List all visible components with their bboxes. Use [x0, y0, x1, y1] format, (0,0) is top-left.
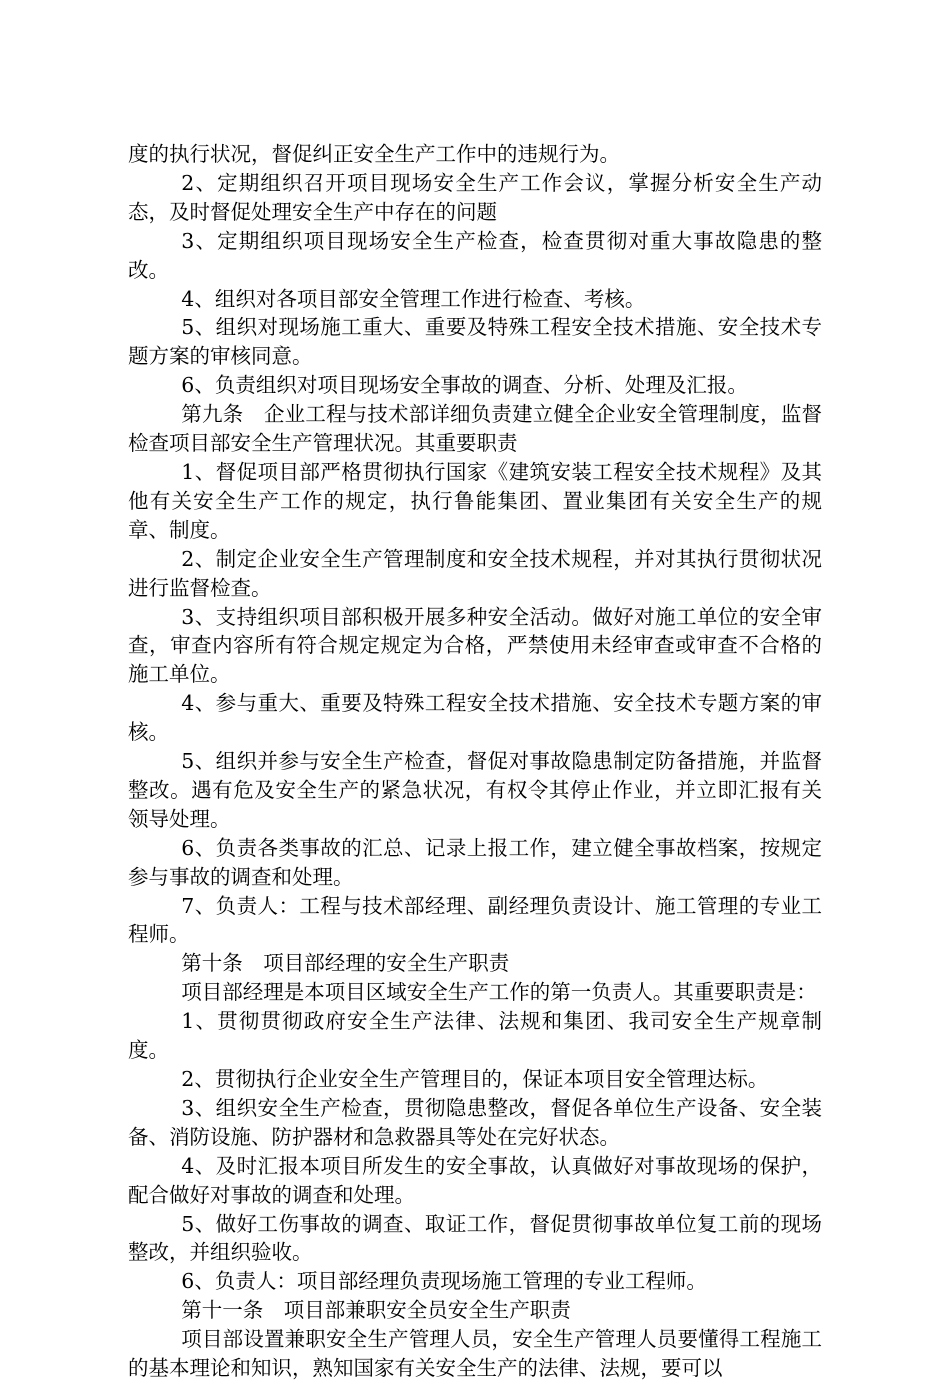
paragraph: 6、负责组织对项目现场安全事故的调查、分析、处理及汇报。: [181, 373, 748, 398]
article-heading: 第九条 企业工程与技术部详细负责建立健全企业安全管理制度，监督检查项目部安全生产管理状况。其重要职责: [128, 402, 822, 456]
paragraph: 1、贯彻贯彻政府安全生产法律、法规和集团、我司安全生产规章制度。: [128, 1009, 822, 1063]
paragraph: 5、做好工伤事故的调查、取证工作，督促贯彻事故单位复工前的现场整改，并组织验收。: [128, 1211, 822, 1265]
paragraph: 项目部经理是本项目区域安全生产工作的第一负责人。其重要职责是：: [181, 980, 817, 1005]
paragraph: 4、组织对各项目部安全管理工作进行检查、考核。: [181, 286, 646, 311]
paragraph: 5、组织并参与安全生产检查，督促对事故隐患制定防备措施，并监督整改。遇有危及安全生产的紧急状况，有权令其停止作业，并立即汇报有关领导处理。: [128, 749, 822, 831]
paragraph: 6、负责人：项目部经理负责现场施工管理的专业工程师。: [181, 1269, 707, 1294]
document-body: [128, 140, 822, 1383]
paragraph: 4、及时汇报本项目所发生的安全事故，认真做好对事故现场的保护，配合做好对事故的调查和处理。: [128, 1153, 822, 1207]
paragraph: 3、组织安全生产检查，贯彻隐患整改，督促各单位生产设备、安全装备、消防设施、防护器材和急救器具等处在完好状态。: [128, 1095, 822, 1149]
paragraph: 6、负责各类事故的汇总、记录上报工作，建立健全事故档案，按规定参与事故的调查和处理。: [128, 835, 822, 889]
paragraph: 项目部设置兼职安全生产管理人员，安全生产管理人员要懂得工程施工的基本理论和知识，熟知国家有关安全生产的法律、法规，要可以: [128, 1327, 822, 1381]
paragraph: 3、支持组织项目部积极开展多种安全活动。做好对施工单位的安全审查，审查内容所有符合规定规定为合格，严禁使用未经审查或审查不合格的施工单位。: [128, 604, 822, 687]
paragraph: 1、督促项目部严格贯彻执行国家《建筑安装工程安全技术规程》及其他有关安全生产工作的规定，执行鲁能集团、置业集团有关安全生产的规章、制度。: [128, 459, 822, 542]
paragraph: 2、定期组织召开项目现场安全生产工作会议，掌握分析安全生产动态，及时督促处理安全生产中存在的问题: [128, 170, 822, 224]
paragraph: 度的执行状况，督促纠正安全生产工作中的违规行为。: [128, 142, 620, 166]
paragraph: 7、负责人：工程与技术部经理、副经理负责设计、施工管理的专业工程师。: [128, 893, 822, 947]
paragraph: 3、定期组织项目现场安全生产检查，检查贯彻对重大事故隐患的整改。: [128, 228, 822, 282]
paragraph: 5、组织对现场施工重大、重要及特殊工程安全技术措施、安全技术专题方案的审核同意。: [128, 315, 822, 369]
paragraph: 2、制定企业安全生产管理制度和安全技术规程，并对其执行贯彻状况进行监督检查。: [128, 546, 822, 600]
paragraph: 2、贯彻执行企业安全生产管理目的，保证本项目安全管理达标。: [181, 1067, 769, 1091]
paragraph: 4、参与重大、重要及特殊工程安全技术措施、安全技术专题方案的审核。: [128, 691, 822, 745]
article-heading: 第十一条 项目部兼职安全员安全生产职责: [181, 1298, 571, 1323]
article-heading: 第十条 项目部经理的安全生产职责: [181, 951, 510, 976]
